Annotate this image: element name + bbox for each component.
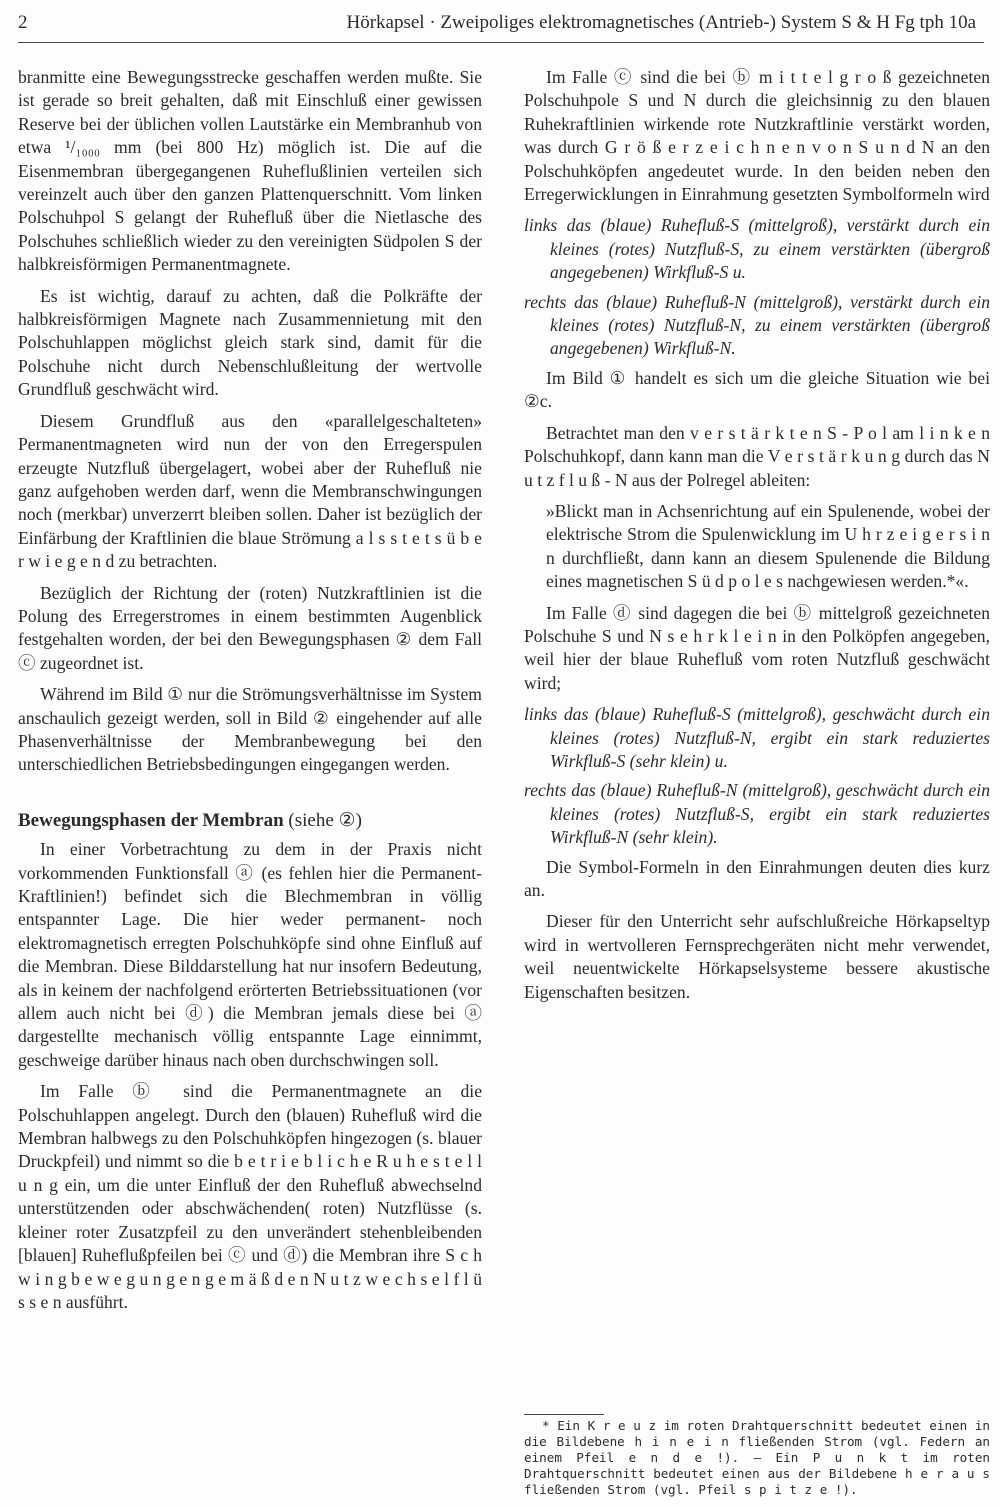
right-column [524,66,990,1012]
running-title: Hörkapsel · Zweipoliges elektromagnetisches (Antrieb-) System S & H Fg tph 10a [346,12,976,33]
body-paragraph: Im Bild ① handelt es sich um die gleiche Situation wie bei ②c. [524,367,990,412]
section-heading [18,809,482,832]
symbol-formula: rechts das (blaue) Ruhefluß-N (mittelgroß), geschwächt durch ein kleines (rotes) Nutzfluß-S, ergibt ein stark reduziertes Wirkfluß-N (sehr klein). [524,780,990,848]
body-paragraph: Die Symbol-Formeln in den Einrahmungen deuten dies kurz an. [524,856,990,900]
section-heading-ref: (siehe ②) [288,809,362,831]
left-column [18,66,482,1322]
footnote-rule [524,1414,604,1415]
footnote [524,1418,990,1498]
section-heading-title: Bewegungsphasen der Membran [18,809,284,831]
symbol-formula: links das (blaue) Ruhefluß-S (mittelgroß), verstärkt durch ein kleines (rotes) Nutzfluß-S, zu einem verstärkten (übergroß angegebenen) Wirkfluß-S u. [524,215,990,283]
body-paragraph: Im Falle ⓑ sind die Permanentmagnete an die Polschuhlappen angelegt. Durch den (blauen) Ruhefluß wird die Membran halbwegs zu den Polschuhköpfen hingezogen (s. blauer Druckpfeil) und nimmt so die b e t r i e b l i c h e R u h e s t e l l u n g ein, um die unter Einfluß der den Ruhefluß abwechselnd unterstützenden oder abschwächenden( roten) Nutzflüsse (s. kleiner roter Zusatzpfeil zu den unverändert stehenbleibenden [blauen] Ruheflußpfeilen bei ⓒ und ⓓ) die Membran ihre S c h w i n g b e w e g u n g e n g e m ä ß d e n N u t z w e c h s e l f l ü s s e n ausführt. [18,1081,482,1312]
pole-rule-quote: »Blickt man in Achsenrichtung auf ein Spulenende, wobei der elektrische Strom die Spulenwicklung im U h r z e i g e r s i n n durchfließt, dann kann an diesem Spulenende die Bildung eines magnetischen S ü d p o l e s nachgewiesen werden.*«. [546,500,990,592]
symbol-formula: links das (blaue) Ruhefluß-S (mittelgroß), geschwächt durch ein kleines (rotes) Nutzfluß-N, ergibt ein stark reduziertes Wirkfluß-S (sehr klein) u. [524,704,990,771]
body-paragraph: Im Falle ⓓ sind dagegen die bei ⓑ mittelgroß gezeichneten Polschuhe S und N s e h r k l e i n in den Polköpfen angegeben, weil hier der blaue Ruhefluß vom roten Nutzfluß geschwächt wird; [524,602,990,693]
body-paragraph: Im Falle ⓒ sind die bei ⓑ m i t t e l g r o ß gezeichneten Polschuhpole S und N durch die gleichsinnig zu den blauen Ruhekraftlinien wirkende rote Nutzkraftlinie verstärkt worden, was durch G r ö ß e r z e i c h n e n v o n S u n d N an den Polschuhköpfen angedeutet wurde. In den beiden neben den Erregerwicklungen in Einrahmung gesetzten Symbolformeln wird [524,67,990,205]
page-number: 2 [18,12,28,33]
body-paragraph: In einer Vorbetrachtung zu dem in der Praxis nicht vorkommenden Funktionsfall ⓐ (es fehlen hier die Permanent-Kraftlinien!) befindet sich die Blechmembran in völlig entspannter Lage. Die hier weder permanent- noch elektromagnetisch erregten Polschuhköpfe sind ohne Einfluß auf die Membran. Diese Bilddarstellung hat nur insofern Bedeutung, als in keinem der nachfolgend erörterten Betriebssituationen (vor allem auch nicht bei ⓓ) die Membran jemals diese bei ⓐ dargestellte mechanisch völlig entspannte Lage einnimmt, geschweige darüber hinaus nach oben durchschwingen soll. [18,839,482,1070]
body-paragraph: Bezüglich der Richtung der (roten) Nutzkraftlinien ist die Polung des Erregerstromes in einem bestimmten Augenblick festgehalten worden, der bei den Bewegungsphasen ② dem Fall ⓒ zugeordnet ist. [18,582,482,673]
body-paragraph: Während im Bild ① nur die Strömungsverhältnisse im System anschaulich gezeigt werden, soll in Bild ② eingehender auf alle Phasenverhältnisse der Membranbewegung bei den unterschiedlichen Betriebsbedingungen eingegangen werden. [18,684,482,775]
body-paragraph: Dieser für den Unterricht sehr aufschlußreiche Hörkapseltyp wird in wertvolleren Fernsprechgeräten nicht mehr verwendet, weil neuentwickelte Hörkapselsysteme bessere akustische Eigenschaften besitzen. [524,911,990,1002]
body-paragraph: Betrachtet man den v e r s t ä r k t e n S - P o l am l i n k e n Polschuhkopf, dann kann man die V e r s t ä r k u n g durch das N u t z f l u ß - N aus der Polregel ableiten: [524,422,990,490]
body-paragraph: branmitte eine Bewegungsstrecke geschaffen werden mußte. Sie ist gerade so breit gehalten, daß mit Einschluß einer gewissen Reserve bei der üblichen vollen Lautstärke ein Membranhub von etwa ¹/₁₀₀₀ mm (bei 800 Hz) möglich ist. Die auf die Eisenmembran übergegangenen Ruheflußlinien verteilen sich vereinzelt auch über den ganzen Plattenquerschnitt. Vom linken Polschuhpol S gelangt der Ruhefluß über die Nietlasche des Polschuhes schließlich wieder zu den vereinigten Südpolen S der halbkreisförmigen Permanentmagnete. [18,67,482,275]
footnote-text: * Ein K r e u z im roten Drahtquerschnitt bedeutet einen in die Bildebene h i n e i n fließenden Strom (vgl. Federn an einem Pfeil e n d e !). — Ein P u n k t im roten Drahtquerschnitt bedeutet einen aus der Bildebene h e r a u s fließenden Strom (vgl. Pfeil s p i t z e !). [524,1418,990,1497]
page-header [18,12,984,43]
body-paragraph: Diesem Grundfluß aus den «parallelgeschalteten» Permanentmagneten wird nun der von den Erregerspulen erzeugte Nutzfluß übergelagert, wobei aber der Ruhefluß nie ganz aufgehoben werden darf, wenn die Membranschwingungen noch (merkbar) unverzerrt bleiben sollen. Daher ist bezüglich der Einfärbung der Kraftlinien die blaue Strömung a l s s t e t s ü b e r w i e g e n d zu betrachten. [18,410,482,572]
body-paragraph: Es ist wichtig, darauf zu achten, daß die Polkräfte der halbkreisförmigen Magnete nach Zusammennietung mit den Polschuhlappen möglichst gleich stark sind, damit für die Polschuhe nicht durch Nebenschlußleitung der wertvolle Grundfluß geschwächt wird. [18,285,482,400]
symbol-formula: rechts das (blaue) Ruhefluß-N (mittelgroß), verstärkt durch ein kleines (rotes) Nutzfluß-N, zu einem verstärkten (übergroß angegebenen) Wirkfluß-N. [524,291,990,359]
